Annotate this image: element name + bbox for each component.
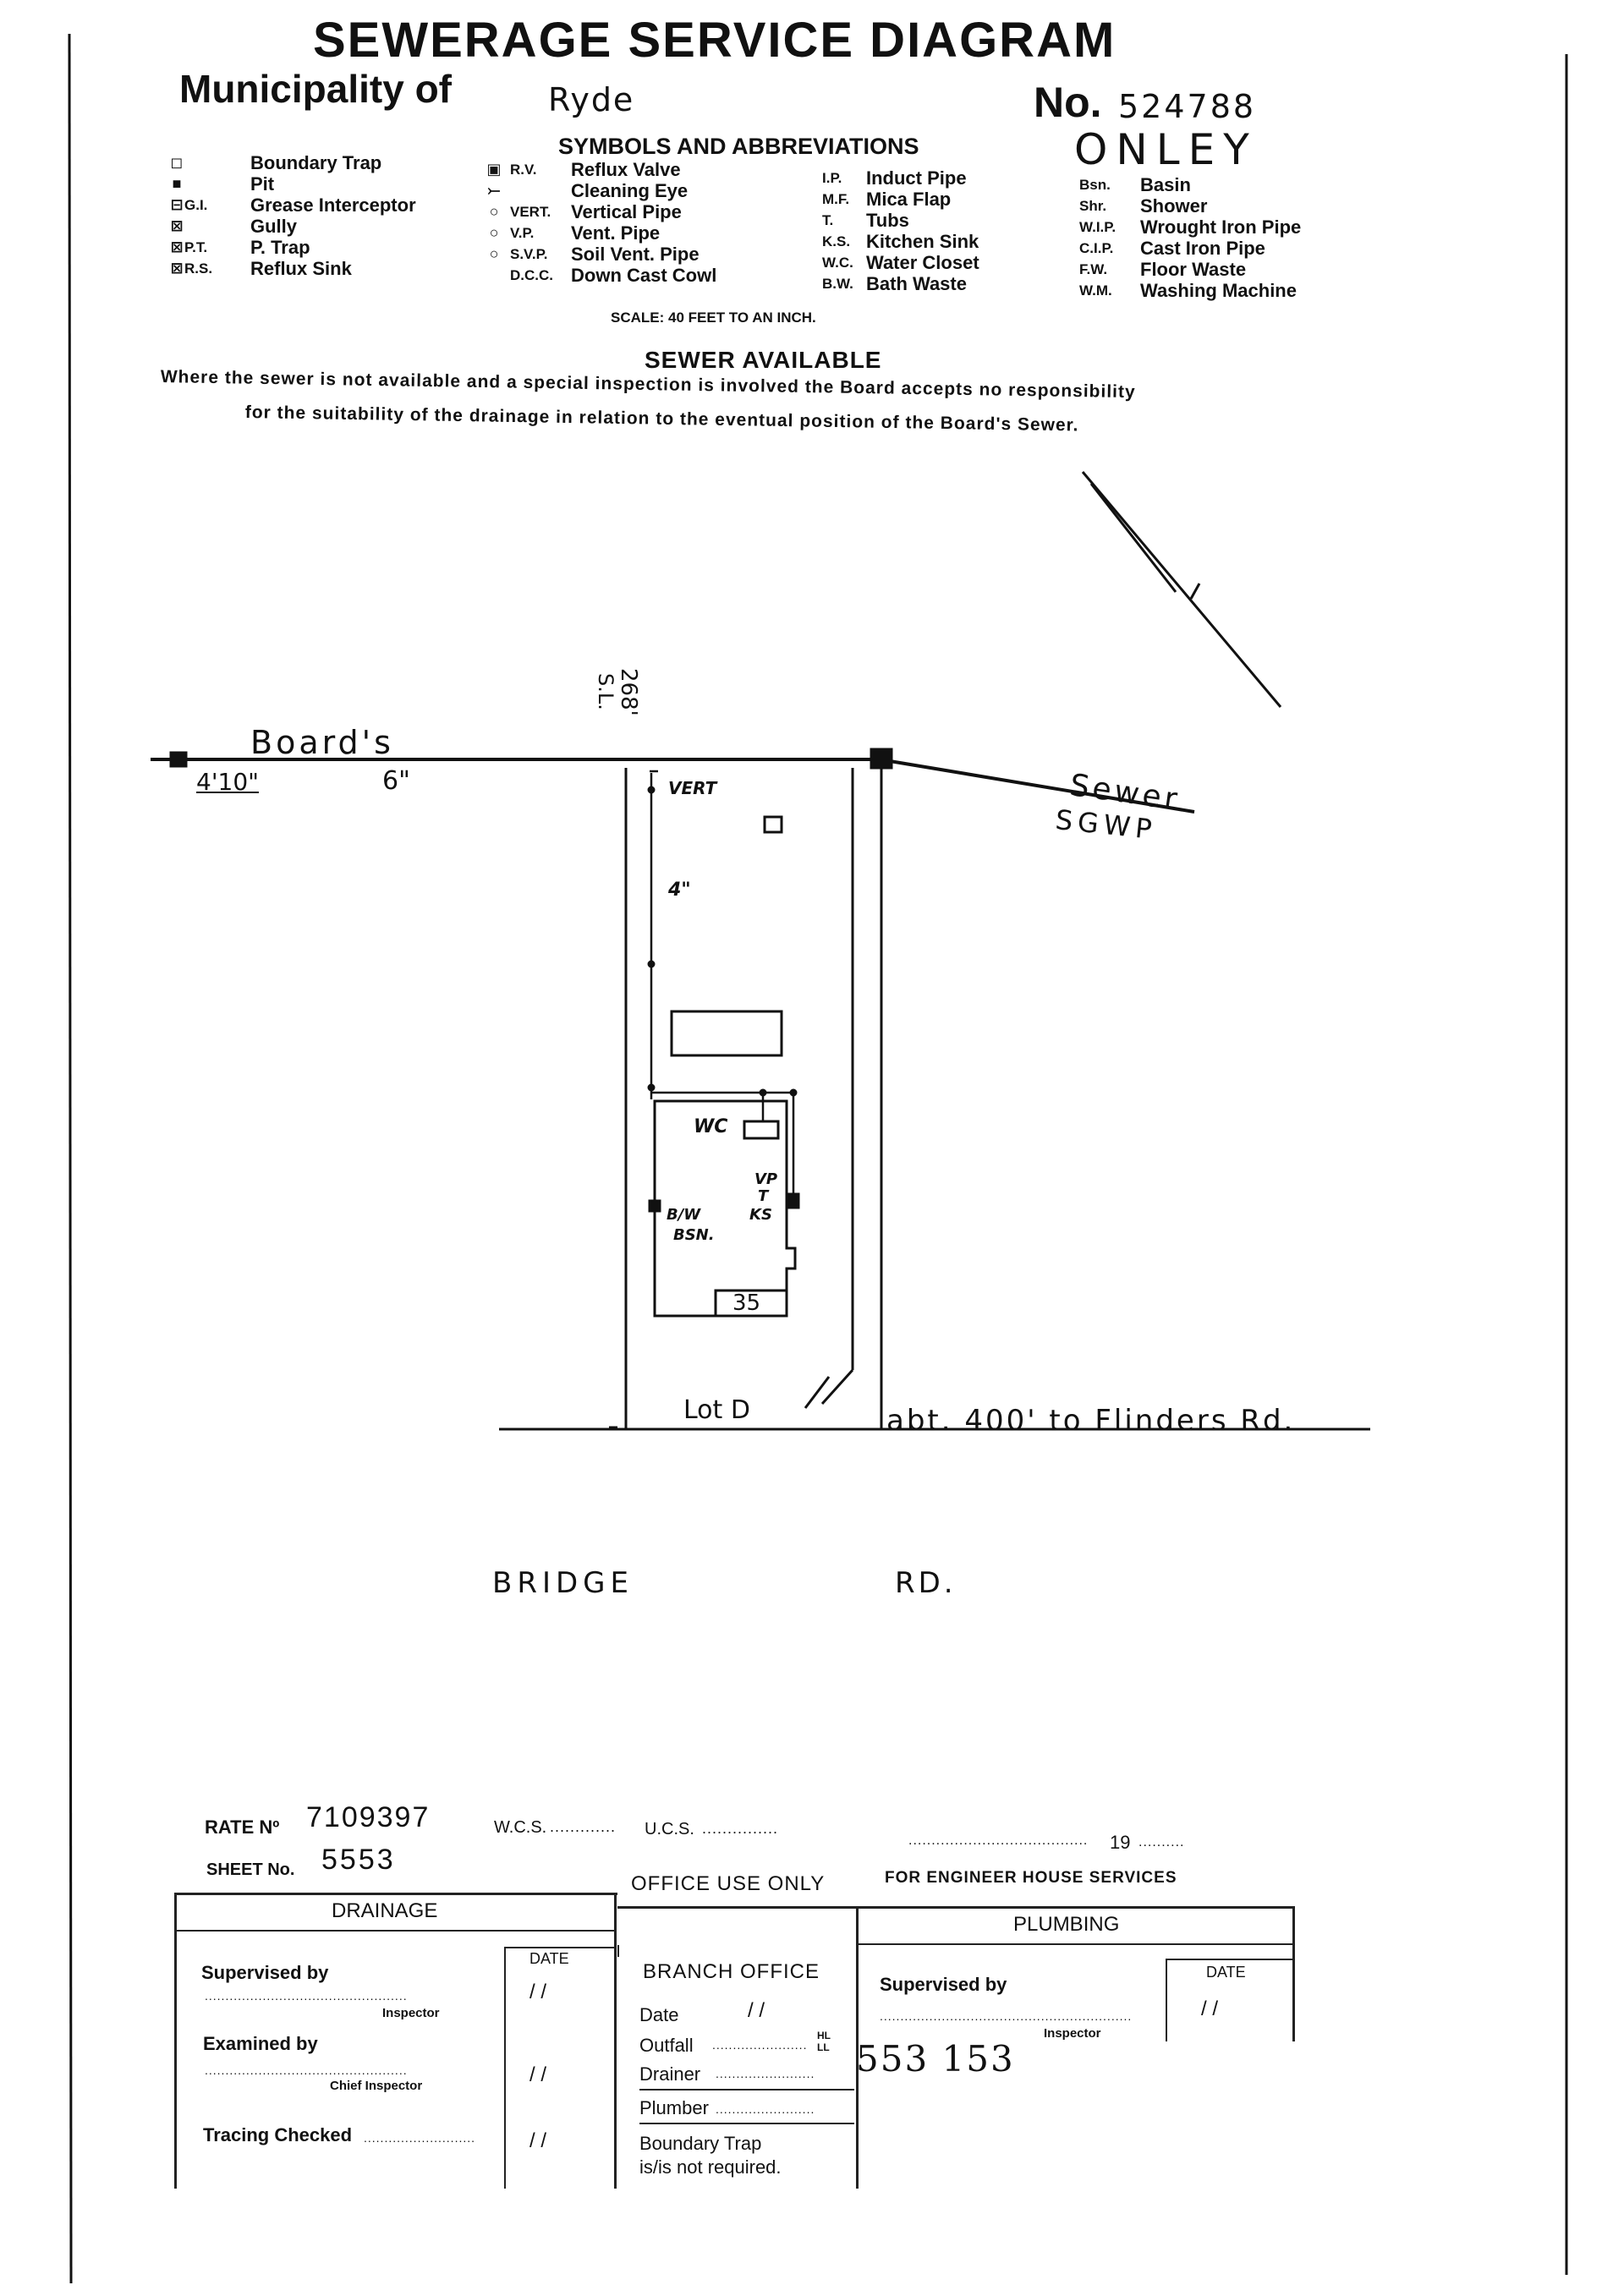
legend-row: W.C. Water Closet xyxy=(822,252,979,273)
legend-row: ■ Pit xyxy=(169,173,416,195)
rate-label: RATE Nº xyxy=(205,1817,280,1838)
lot-label: Lot D xyxy=(683,1395,750,1425)
boundary-trap-icon: ◻ xyxy=(170,154,184,171)
legend-row: ⊠ R.S. Reflux Sink xyxy=(170,258,352,279)
ll-label: LL xyxy=(817,2041,830,2053)
legend-row: Bsn. Basin xyxy=(1079,174,1191,195)
outbuilding xyxy=(672,1011,782,1055)
grease-interceptor-icon: ⊟ xyxy=(170,196,184,213)
kitchen-sink-trap xyxy=(787,1194,798,1208)
number-label: No. xyxy=(1034,79,1102,126)
date-slashes: / / xyxy=(529,1981,547,2003)
vert-label: VERT xyxy=(668,778,717,798)
vertical-pipe-icon: ○ xyxy=(489,203,499,220)
legend-row: B.W. Bath Waste xyxy=(822,273,967,294)
legend-row: ⤚ Cleaning Eye xyxy=(487,180,689,201)
chief-inspector-caption: Chief Inspector xyxy=(330,2079,423,2093)
ucs-label: U.C.S. xyxy=(645,1820,694,1838)
examined-by-label: Examined by xyxy=(203,2033,318,2054)
stamp-number: 553 153 xyxy=(856,2038,1015,2080)
drain-size-label: 4" xyxy=(668,879,691,901)
diagonal-line-b xyxy=(1091,484,1176,592)
legend-row: ⊟ G.I. Grease Interceptor xyxy=(170,195,416,216)
boundary-trap-required: is/is not required. xyxy=(639,2156,782,2178)
scale-note: SCALE: 40 FEET TO AN INCH. xyxy=(611,310,816,326)
street-name-bridge: BRIDGE xyxy=(492,1566,634,1600)
inspector-caption: Inspector xyxy=(382,2006,440,2020)
year-prefix: 19 xyxy=(1110,1832,1131,1853)
gully-marker xyxy=(765,817,782,832)
drainage-heading: DRAINAGE xyxy=(332,1899,438,1922)
legend-row: W.M. Washing Machine xyxy=(1079,280,1297,301)
date-slashes: / / xyxy=(1201,1997,1219,2020)
cleaning-eye-icon: ⤚ xyxy=(487,182,501,199)
branch-office-heading: BRANCH OFFICE xyxy=(643,1960,820,1983)
sewer-label: Sewer xyxy=(1067,768,1183,818)
disclaimer-line-2: for the suitability of the drainage in relation to the eventual position of the Board's Sewer. xyxy=(244,403,1079,436)
sheet-label: SHEET No. xyxy=(206,1860,295,1879)
bath-waste-trap xyxy=(650,1201,660,1211)
drainer-label: Drainer xyxy=(639,2063,701,2085)
house-number: 35 xyxy=(732,1290,761,1316)
disclaimer-line-1: Where the sewer is not available and a special inspection is involved the Board accepts no responsibility xyxy=(160,367,1136,403)
flinders-rd-note: abt. 400' to Flinders Rd. xyxy=(886,1404,1296,1438)
sheet-number: 5553 xyxy=(321,1844,396,1876)
legend-row: K.S. Kitchen Sink xyxy=(822,231,979,252)
legend-row: I.P. Induct Pipe xyxy=(822,167,967,189)
legend-row: D.C.C. Down Cast Cowl xyxy=(510,265,717,286)
sewer-available-heading: SEWER AVAILABLE xyxy=(645,347,882,373)
water-closet-fixture xyxy=(744,1121,778,1138)
ks-label: KS xyxy=(749,1206,772,1224)
boundary-trap-label: Boundary Trap xyxy=(639,2133,762,2154)
diagram-title: SEWERAGE SERVICE DIAGRAM xyxy=(313,13,1116,68)
plumbing-inspector-caption: Inspector xyxy=(1044,2026,1101,2041)
legend-row: ◻ Boundary Trap xyxy=(170,152,382,173)
legend-row: ○ V.P. Vent. Pipe xyxy=(486,222,716,244)
wc-label: WC xyxy=(694,1116,728,1137)
legend-row: ⊠ Gully xyxy=(170,216,298,237)
depth-label: 4'10" xyxy=(196,768,260,796)
supervised-by-label: Supervised by xyxy=(201,1962,329,1983)
vp-label: VP xyxy=(754,1170,778,1188)
legend-row: T. Tubs xyxy=(822,210,909,231)
pit-junction xyxy=(871,749,892,768)
sl-distance-label: 268' xyxy=(616,668,641,716)
legend-row: W.I.P. Wrought Iron Pipe xyxy=(1079,216,1302,238)
pipe-size-label: 6" xyxy=(382,766,410,796)
municipality-name: Ryde xyxy=(548,81,635,118)
scan-edge-left xyxy=(69,34,71,2283)
basin-label: BSN. xyxy=(673,1226,715,1244)
reflux-sink-icon: ⊠ xyxy=(170,260,184,277)
plumber-label: Plumber xyxy=(639,2097,709,2118)
date-slashes: / / xyxy=(748,1999,765,2022)
date-slashes: / / xyxy=(529,2063,547,2086)
rate-number: 7109397 xyxy=(306,1801,431,1833)
legend-row: ○ VERT. Vertical Pipe xyxy=(486,201,716,222)
street-name-rd: RD. xyxy=(895,1566,957,1600)
office-use-only: OFFICE USE ONLY xyxy=(631,1872,826,1895)
sl-label: S.L. xyxy=(594,673,617,710)
p-trap-icon: ⊠ xyxy=(170,238,184,255)
date-field-label: Date xyxy=(639,2004,679,2025)
vent-pipe-icon: ○ xyxy=(489,224,499,241)
date-slashes: / / xyxy=(529,2129,547,2152)
tracing-checked-label: Tracing Checked xyxy=(203,2124,353,2145)
legend-row: Shr. Shower xyxy=(1079,195,1208,216)
plumbing-supervised-by-label: Supervised by xyxy=(880,1974,1007,1995)
boundary-trap-west xyxy=(171,753,186,766)
drainage-date-heading: DATE xyxy=(529,1950,569,1967)
bath-waste-label: B/W xyxy=(667,1206,701,1224)
reflux-valve-icon: ▣ xyxy=(486,161,502,178)
legend-row: ▣ R.V. Reflux Valve xyxy=(486,159,681,180)
outfall-label: Outfall xyxy=(639,2035,694,2056)
for-engineer-house-services: FOR ENGINEER HOUSE SERVICES xyxy=(885,1869,1177,1887)
pit-icon: ■ xyxy=(172,175,182,192)
owner-name: ONLEY xyxy=(1074,125,1258,174)
soil-vent-pipe-icon: ○ xyxy=(489,245,499,262)
diagonal-line-a xyxy=(1083,472,1281,707)
sgwp-label: SGWP xyxy=(1054,803,1159,847)
diagram-number: 524788 xyxy=(1118,88,1257,125)
wcs-label: W.C.S. xyxy=(494,1818,547,1837)
legend-row: ⊠ P.T. P. Trap xyxy=(170,237,310,258)
legend-row: M.F. Mica Flap xyxy=(822,189,952,210)
municipality-label: Municipality of xyxy=(179,67,452,111)
hl-label: HL xyxy=(817,2030,831,2041)
legend-row: C.I.P. Cast Iron Pipe xyxy=(1079,238,1265,259)
plumbing-date-heading: DATE xyxy=(1206,1964,1246,1981)
legend-row: ○ S.V.P. Soil Vent. Pipe xyxy=(486,244,716,265)
gully-icon: ⊠ xyxy=(170,217,184,234)
plumbing-heading: PLUMBING xyxy=(1013,1913,1120,1936)
symbols-title: SYMBOLS AND ABBREVIATIONS xyxy=(558,134,919,159)
tubs-label: T xyxy=(758,1187,769,1205)
legend-row: F.W. Floor Waste xyxy=(1079,259,1247,280)
boards-label: Board's xyxy=(250,724,394,761)
